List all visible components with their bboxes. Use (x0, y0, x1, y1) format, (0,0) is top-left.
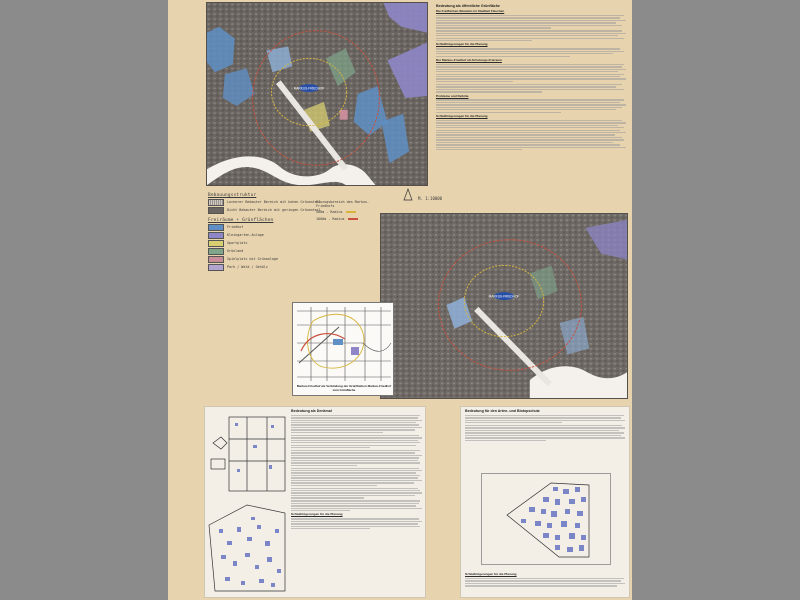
green-swatch-icon (208, 248, 224, 255)
park-swatch-icon (208, 264, 224, 271)
section-subtitle: Der Markus-Friedhof als Erholungs-Freiraum (436, 57, 502, 62)
section-subtitle: Die Freiflächen-Situation im Stadtteil Flaschen (436, 9, 505, 14)
section-title: Bedeutung als Denkmal (291, 409, 332, 413)
section-subtitle: Schlußfolgerungen für die Planung (436, 42, 488, 47)
legend-item: Friedhof (208, 223, 358, 231)
sport-swatch-icon (208, 240, 224, 247)
radius-legend (316, 200, 376, 234)
dense-swatch-icon (208, 207, 224, 214)
yellow-line-icon (346, 211, 356, 213)
radius-legend-title: Einzugsbereich des Markus-Friedhofs (316, 200, 370, 208)
district-map-top (206, 2, 428, 186)
paragraph (465, 415, 627, 424)
north-arrow-icon (402, 188, 414, 202)
legend-item: Park / Wald / Gehölz (208, 263, 358, 271)
paragraph (436, 48, 628, 57)
paragraph (436, 120, 628, 151)
section-subtitle: Schlußfolgerungen für die Planung (465, 572, 517, 576)
svg-text:MARKUS-FRIEDHOF: MARKUS-FRIEDHOF (488, 294, 520, 299)
playground-swatch-icon (208, 256, 224, 263)
paragraph (436, 15, 628, 29)
section-subtitle: Schlußfolgerungen für die Planung (291, 512, 343, 517)
public-greenspace-text (436, 4, 628, 216)
legend-item: 500m - Radius (316, 208, 376, 215)
section-title: Bedeutung für den Arten- und Biotopschutz (465, 409, 540, 413)
allotment-swatch-icon (208, 232, 224, 239)
section-subtitle: Probleme und Defizite (436, 93, 469, 98)
biotope-panel (460, 406, 630, 598)
legend-item: Grünland (208, 247, 358, 255)
paragraph (291, 415, 423, 433)
red-line-icon (348, 218, 358, 220)
street-plan-drawing (293, 303, 394, 396)
section-subtitle: Schlußfolgerungen für die Planung (436, 113, 488, 118)
paragraph (465, 425, 627, 441)
paragraph (291, 518, 423, 529)
paragraph (291, 488, 423, 499)
paragraph (436, 84, 628, 93)
paragraph (465, 578, 627, 587)
district-map-middle (380, 213, 628, 399)
paragraph (291, 435, 423, 449)
poster-sheet (168, 0, 632, 600)
paragraph (291, 450, 423, 466)
paragraph (436, 99, 628, 113)
cemetery-swatch-icon (208, 224, 224, 231)
paragraph (291, 500, 423, 511)
cemetery-plan-drawing (207, 409, 287, 595)
legend-item: 1000m - Radius (316, 215, 376, 222)
biotope-text-top (465, 409, 627, 473)
paragraph (436, 64, 628, 82)
section-title: Bedeutung als öffentliche Grünfläche (436, 4, 500, 8)
monument-panel (204, 406, 426, 598)
legend-item: Spielplatz mit Grünanlage (208, 255, 358, 263)
biotope-map-drawing (481, 473, 611, 565)
svg-text:MARKUS-FRIEDHOF: MARKUS-FRIEDHOF (293, 86, 325, 91)
inset-caption: Markus-Friedhof als Verbindung der Grünflächen Markus-Friedhof zum Grünfläche (296, 384, 392, 392)
paragraph (436, 30, 628, 41)
inset-street-plan (292, 302, 394, 396)
legend-item: Kleingarten-Anlage (208, 231, 358, 239)
map-scale: M. 1:10000 (418, 196, 443, 201)
legend-group-title: Bebauungsstruktur (208, 193, 257, 198)
biotope-text-bottom (465, 571, 627, 597)
legend-group-title: Freiräume + Grünflächen (208, 218, 274, 223)
monument-text (291, 409, 423, 595)
paragraph (291, 468, 423, 486)
legend-item: Lockerer Bebauter Bereich mit hohen Grünanteil (208, 198, 358, 206)
hatch-swatch-icon (208, 199, 224, 206)
legend-item: Sportplatz (208, 239, 358, 247)
legend-item: Dicht Bebauter Bereich mit geringen Grünanteil (208, 206, 358, 214)
